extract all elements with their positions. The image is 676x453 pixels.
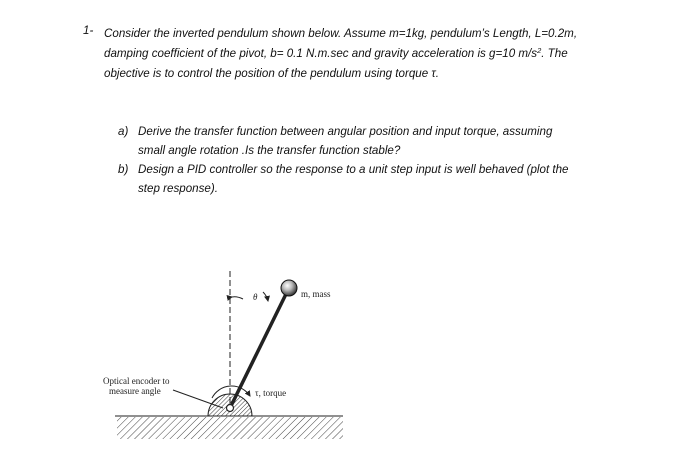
question-line-2-main: damping coefficient of the pivot, b= 0.1 N.m.sec and gravity acceleration is g=10 m/s xyxy=(104,47,538,60)
torque-label: τ, torque xyxy=(255,388,287,398)
theta-label: θ xyxy=(253,292,258,302)
question-line-2 xyxy=(104,44,664,64)
part-b xyxy=(118,160,638,198)
mass-ball xyxy=(281,280,297,296)
inverted-pendulum-figure xyxy=(95,266,355,446)
pivot-joint xyxy=(227,405,234,412)
part-b-line-2: step response). xyxy=(138,182,218,195)
sub-questions xyxy=(118,122,638,198)
part-a-line-2: small angle rotation .Is the transfer function stable? xyxy=(138,144,401,157)
mass-label: m, mass xyxy=(301,289,331,299)
question-line-3: objective is to control the position of the pendulum using torque τ. xyxy=(104,67,439,80)
question-line-1: Consider the inverted pendulum shown below. Assume m=1kg, pendulum’s Length, L=0.2m, xyxy=(104,27,578,40)
question-text xyxy=(104,24,664,84)
part-a-label: a) xyxy=(118,125,129,138)
question-number: 1- xyxy=(83,24,94,37)
theta-arc xyxy=(263,292,268,301)
superscript-2: 2 xyxy=(537,46,542,55)
part-b-line-1: Design a PID controller so the response to a unit step input is well behaved (plot the xyxy=(138,163,569,176)
question-line-2-tail: . The xyxy=(541,47,568,60)
part-a xyxy=(118,122,638,160)
encoder-label-line-1: Optical encoder to xyxy=(103,376,170,386)
encoder-label-line-2: measure angle xyxy=(109,386,161,396)
part-b-label: b) xyxy=(118,163,129,176)
part-a-line-1: Derive the transfer function between angular position and input torque, assuming xyxy=(138,125,553,138)
ground-hatch xyxy=(117,417,343,439)
theta-arrow xyxy=(232,297,243,299)
